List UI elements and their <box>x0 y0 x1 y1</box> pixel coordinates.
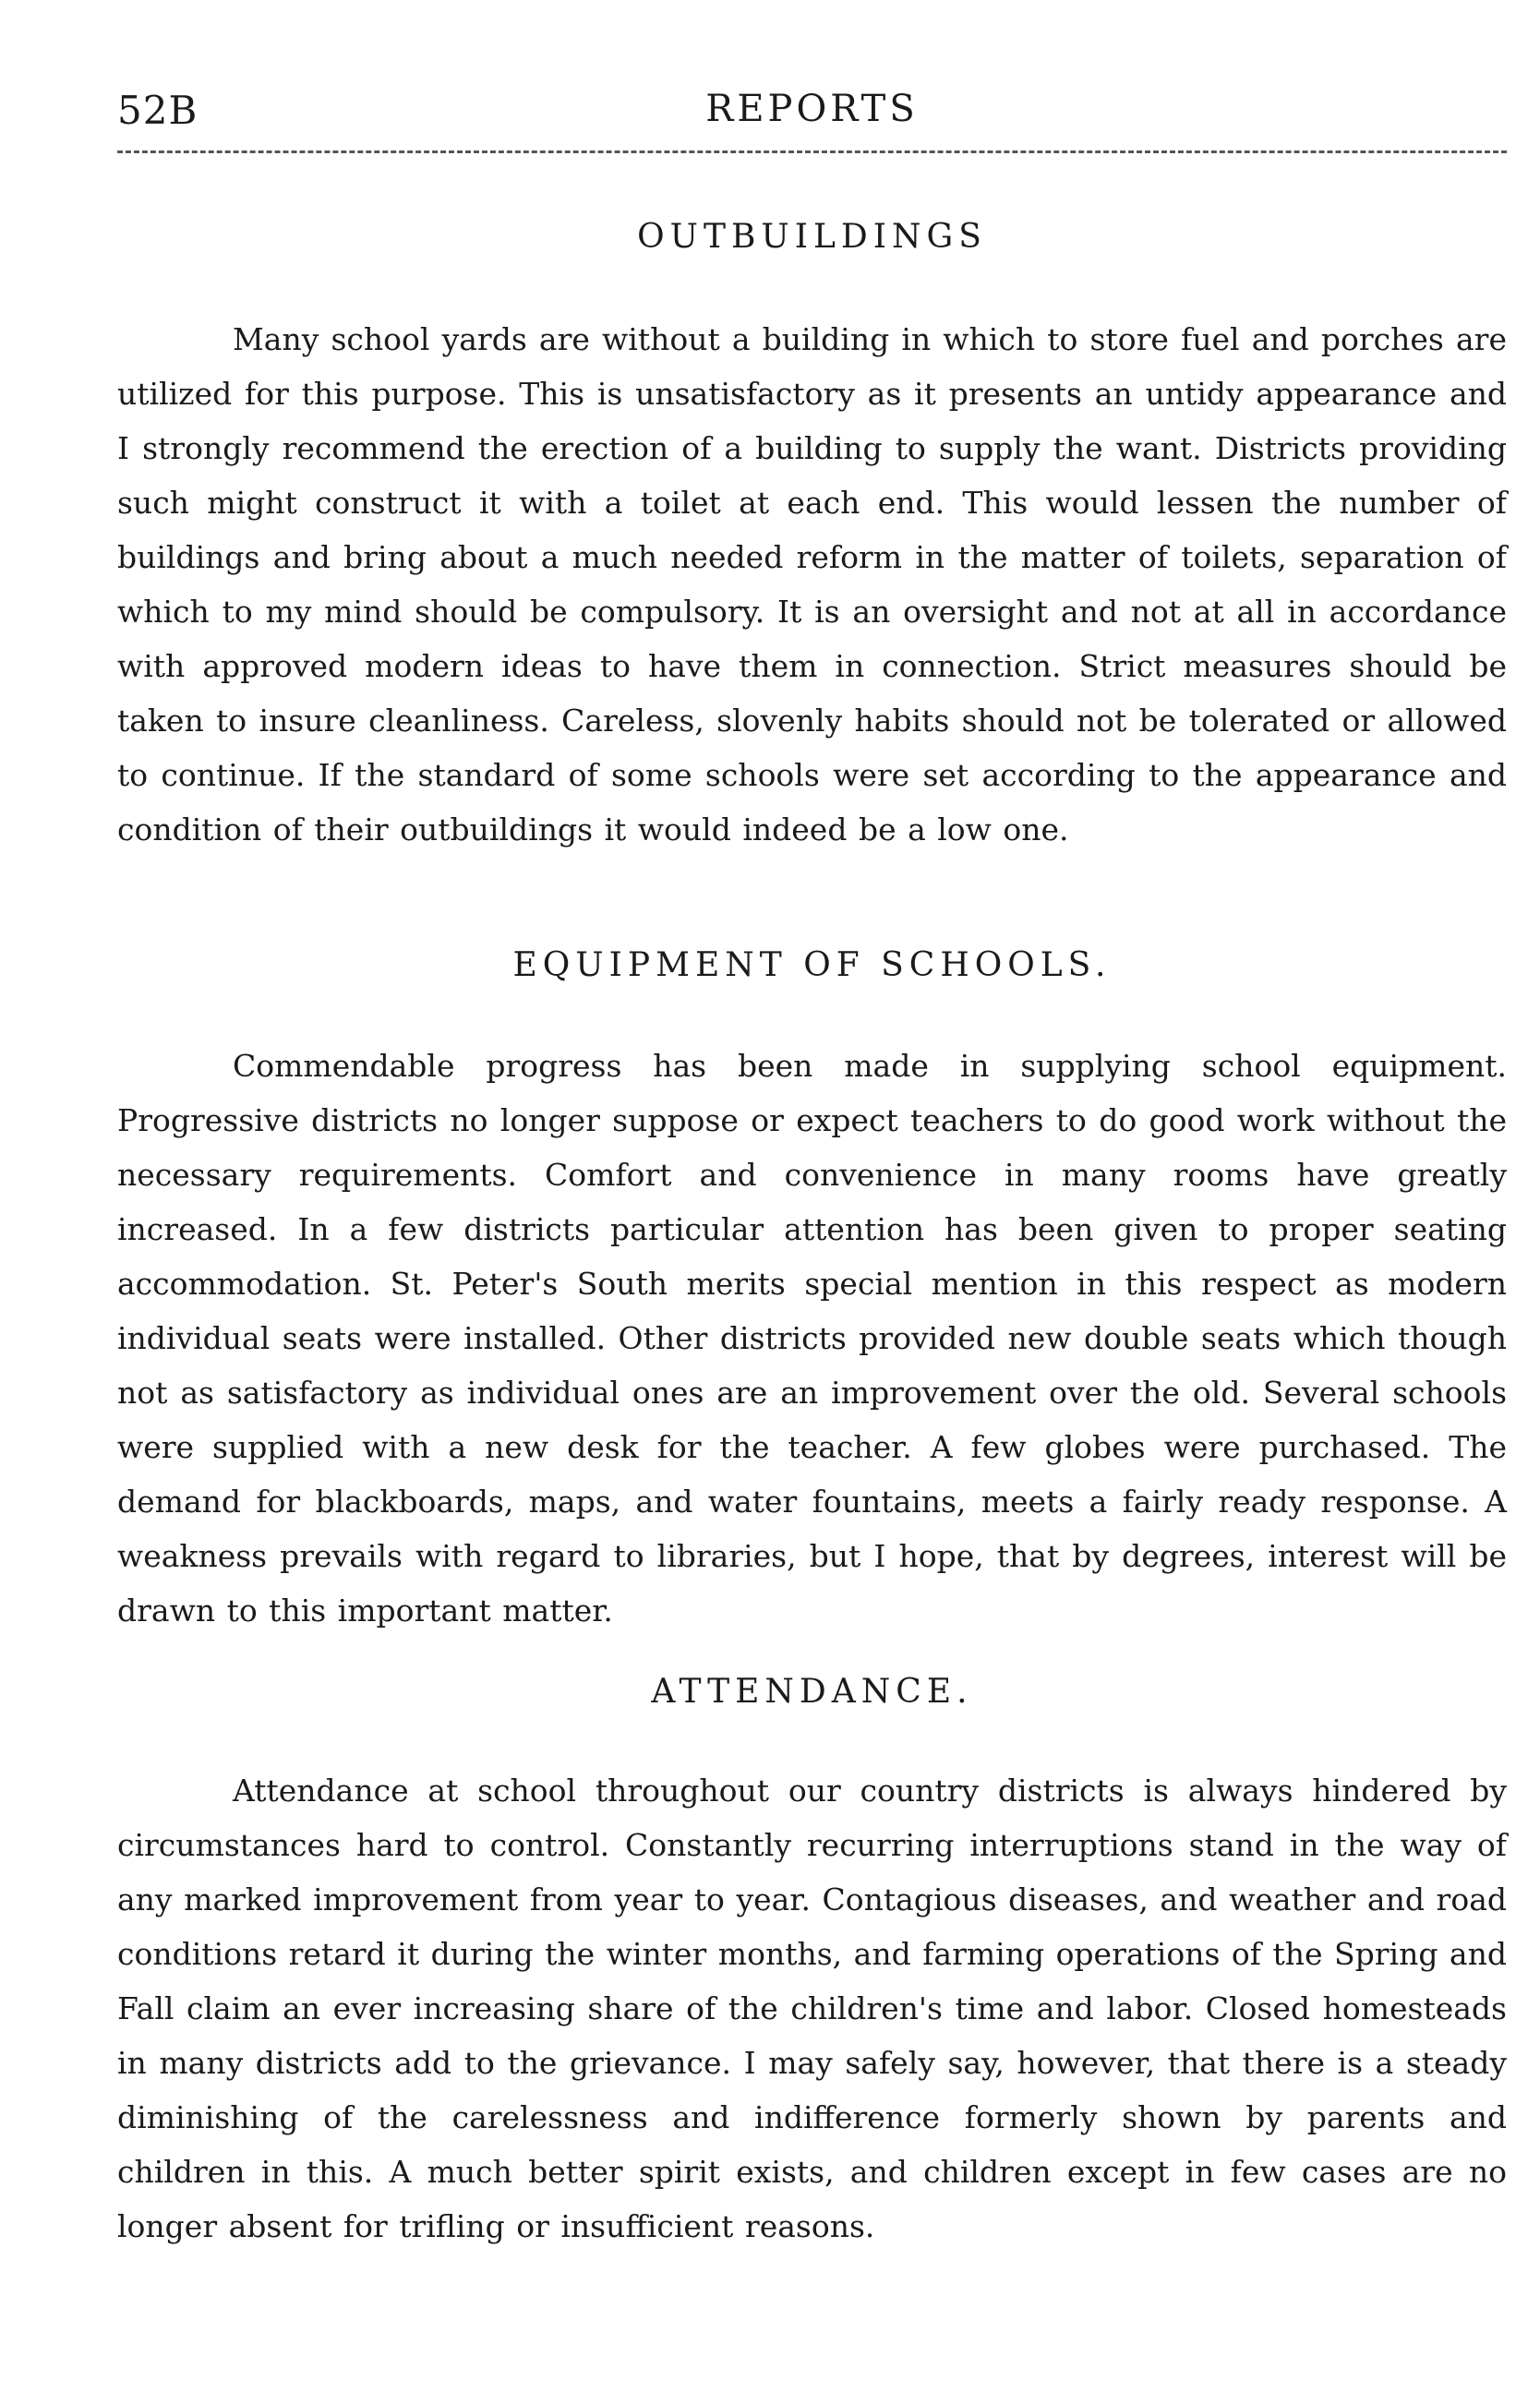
header-rule <box>117 150 1507 153</box>
running-head <box>117 88 1507 143</box>
section-heading-outbuildings: OUTBUILDINGS <box>637 218 987 256</box>
section-body-equipment: Commendable progress has been made in supplying school equipment. Progressive districts no longer suppose or expect teachers to do good work without the necessary requirements. Comfort and convenience in many rooms have greatly increased. In a few districts particular attention has been given to proper seating accommodation. St. Peter's South merits special mention in this respect as modern individual seats were installed. Other districts provided new double seats which though not as satisfactory as individual ones are an improvement over the old. Several schools were supplied with a new desk for the teacher. A few globes were purchased. The demand for blackboards, maps, and water fountains, meets a fairly ready response. A weakness prevails with regard to libraries, but I hope, that by degrees, interest will be drawn to this important matter. <box>117 1048 1507 1629</box>
page-number: 52B <box>117 88 199 133</box>
section-body-outbuildings: Many school yards are without a building in which to store fuel and porches are utilized for this purpose. This is unsatisfactory as it presents an untidy appearance and I strongly recommend the erection of a building to supply the want. Districts providing such might construct it with a toilet at each end. This would lessen the number of buildings and bring about a much needed reform in the matter of toilets, separation of which to my mind should be compulsory. It is an oversight and not at all in accordance with approved modern ideas to have them in connection. Strict measures should be taken to insure cleanliness. Careless, slovenly habits should not be tolerated or allowed to continue. If the standard of some schools were set according to the appearance and condition of their outbuildings it would indeed be a low one. <box>117 321 1507 847</box>
section-heading-equipment: EQUIPMENT OF SCHOOLS. <box>512 946 1112 984</box>
section-heading-attendance: ATTENDANCE. <box>651 1673 973 1711</box>
section-body-attendance: Attendance at school throughout our country districts is always hindered by circumstances hard to control. Constantly recurring interruptions stand in the way of any marked improvement from year to year. Contagious diseases, and weather and road conditions retard it during the winter months, and farming operations of the Spring and Fall claim an ever increasing share of the children's time and labor. Closed homesteads in many districts add to the grievance. I may safely say, however, that there is a steady diminishing of the carelessness and indifference formerly shown by parents and children in this. A much better spirit exists, and children except in few cases are no longer absent for trifling or insufficient reasons. <box>117 1773 1507 2244</box>
running-title: REPORTS <box>705 88 919 130</box>
